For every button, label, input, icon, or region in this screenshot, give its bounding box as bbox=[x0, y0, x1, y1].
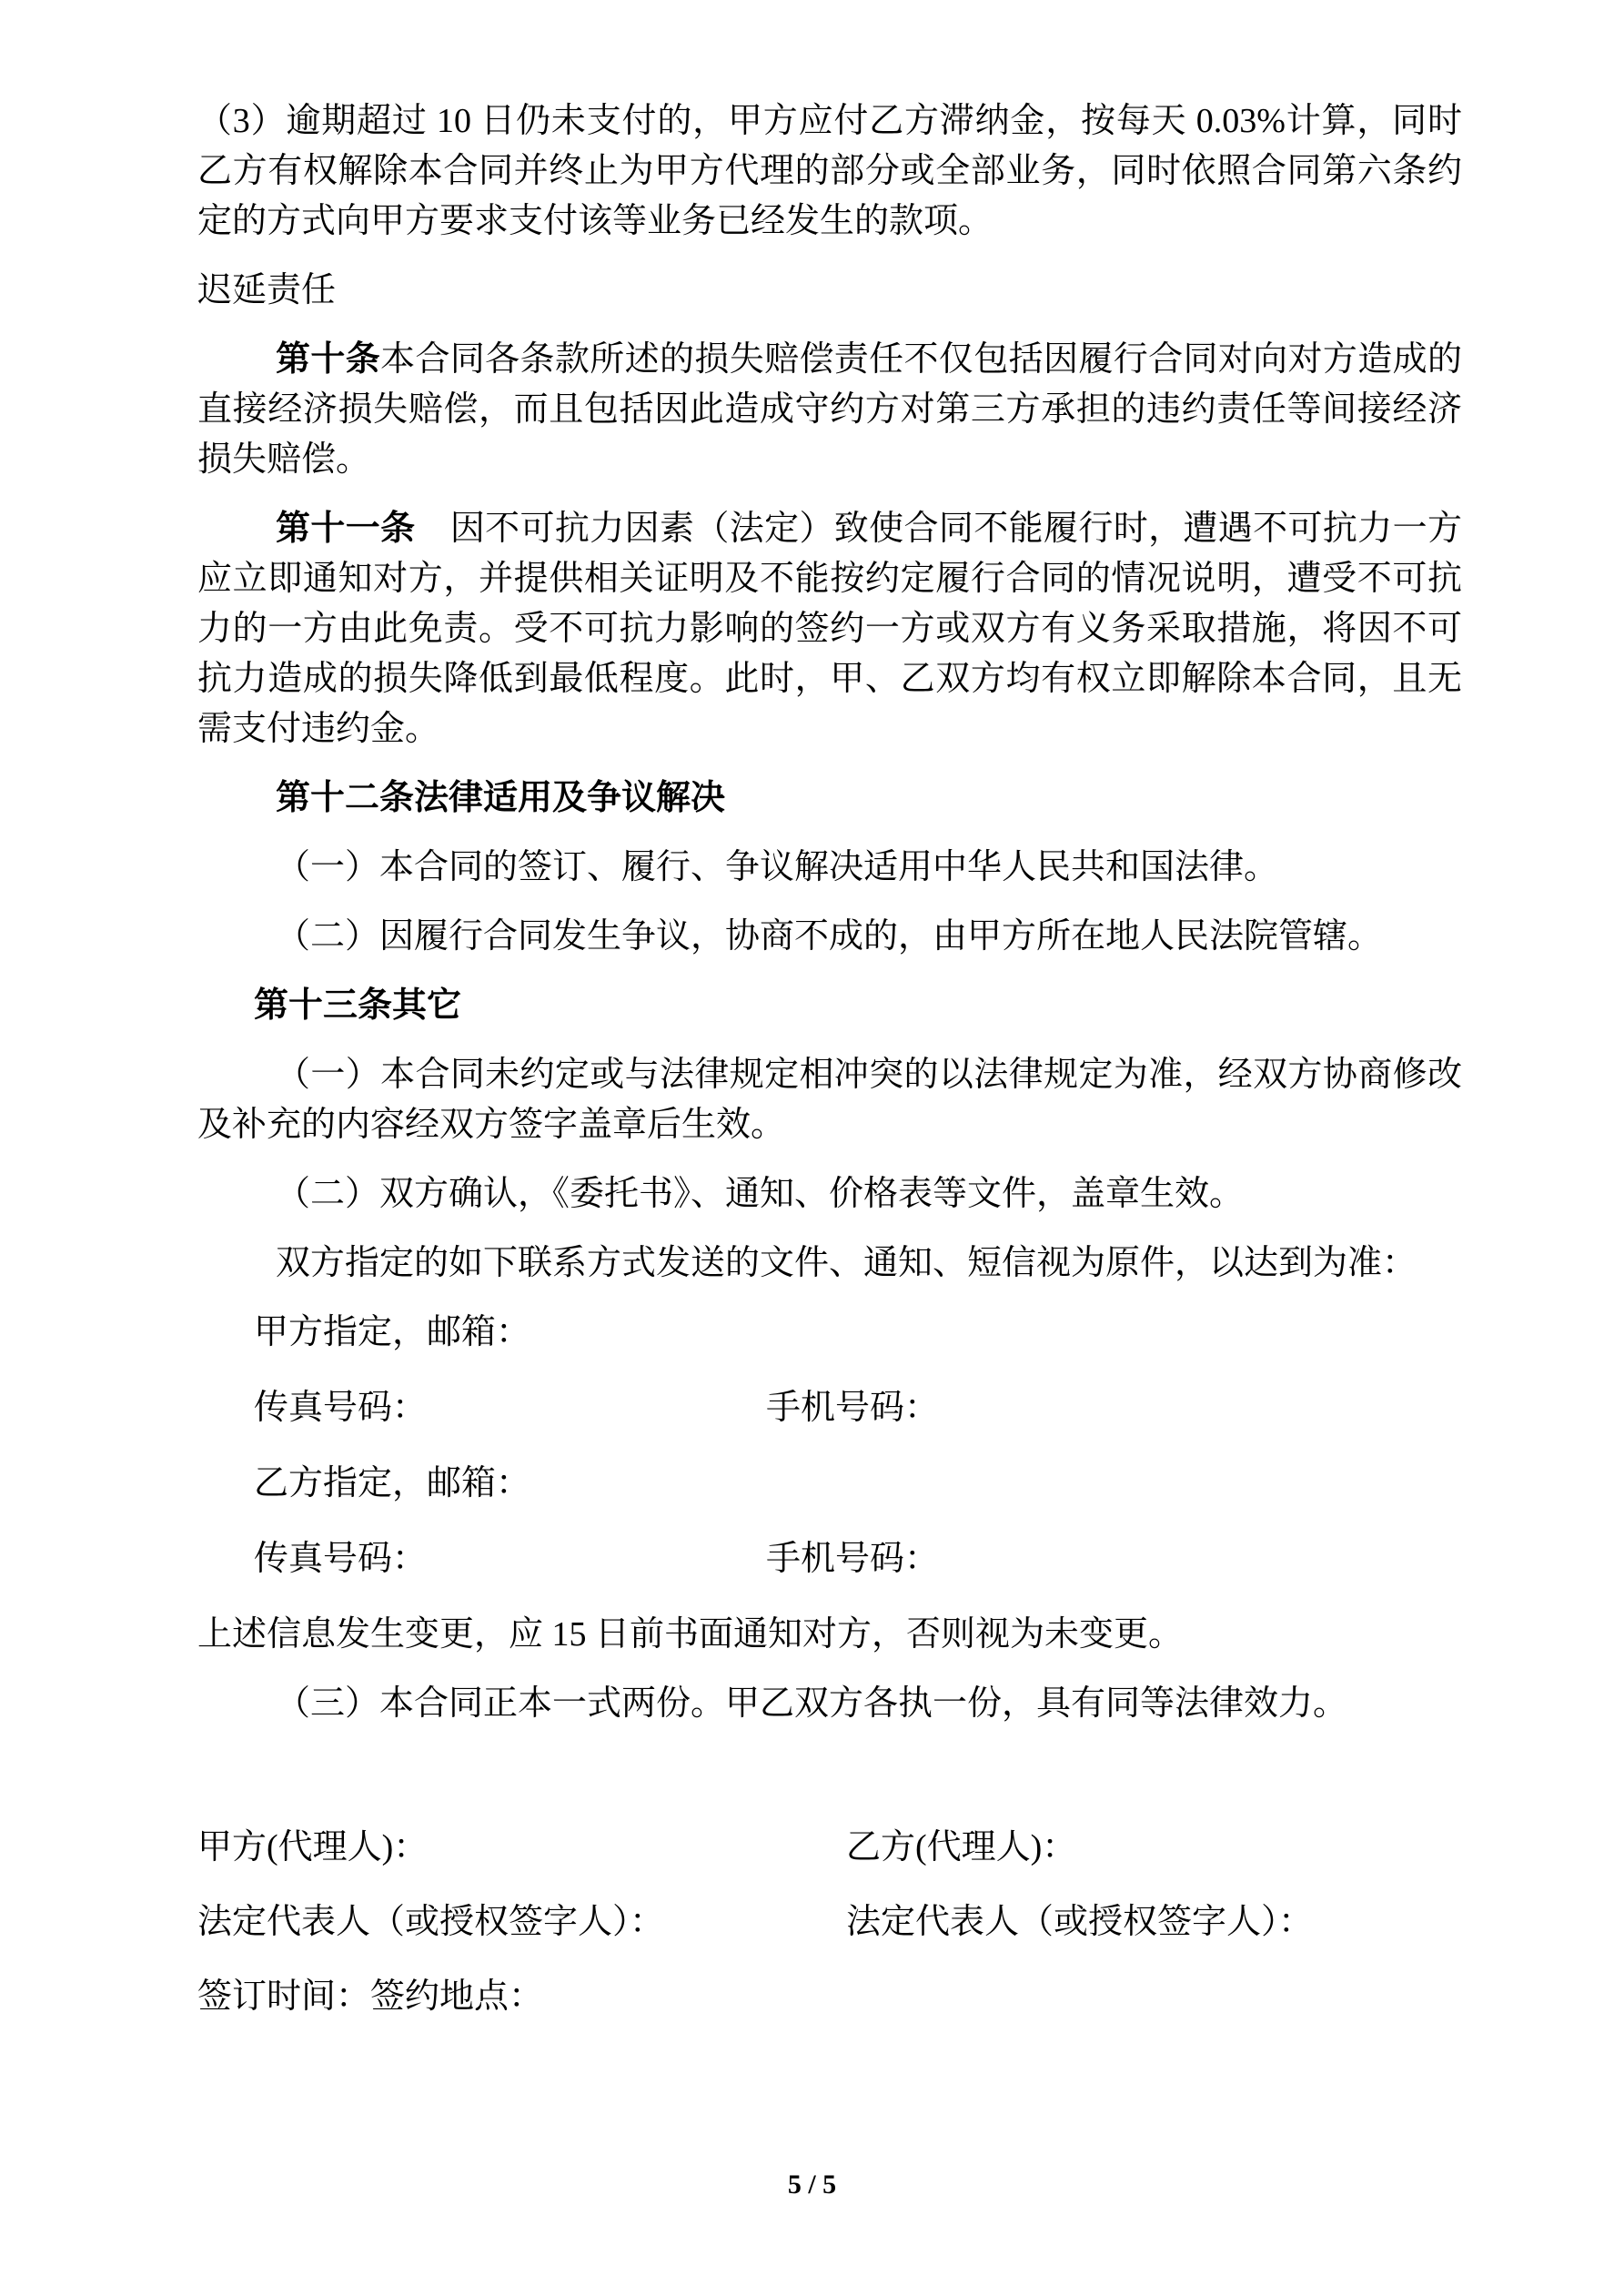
clause-number: 第十条 bbox=[276, 340, 381, 379]
sig-party-row-right-label: 乙方(代理人)： bbox=[846, 1828, 1077, 1866]
para-partyB-fax-mobile bbox=[197, 1534, 1462, 1584]
page-number: 5 / 5 bbox=[787, 2170, 837, 2200]
para-12-item1: （一）本合同的签订、履行、争议解决适用中华人民共和国法律。 bbox=[276, 848, 1279, 886]
sig-representative-row bbox=[197, 1897, 1462, 1947]
para-partyB-email: 乙方指定，邮箱： bbox=[254, 1464, 531, 1502]
para-partyB-fax-mobile-right-label: 手机号码： bbox=[766, 1540, 940, 1578]
para-partyA-fax-mobile-right-label: 手机号码： bbox=[766, 1389, 940, 1427]
heading-article-13 bbox=[197, 981, 1462, 1031]
para-13-item3: （三）本合同正本一式两份。甲乙双方各执一份，具有同等法律效力。 bbox=[276, 1684, 1348, 1723]
para-overdue-penalty-item3: （3）逾期超过 10 日仍未支付的，甲方应付乙方滞纳金，按每天 0.03%计算，同时乙方有权解除本合同并终止为甲方代理的部分或全部业务，同时依照合同第六条约定的方式向甲方要求支付该等业务已经发生的款项。 bbox=[197, 102, 1462, 240]
sig-party-row-left-label: 甲方(代理人)： bbox=[197, 1828, 429, 1866]
clause-number: 第十三条其它 bbox=[254, 986, 462, 1025]
para-change-notice: 上述信息发生变更，应 15 日前书面通知对方，否则视为未变更。 bbox=[197, 1615, 1184, 1654]
para-partyA-fax-mobile bbox=[197, 1383, 1462, 1433]
sig-representative-row-left-label: 法定代表人（或授权签字人）： bbox=[197, 1903, 665, 1941]
para-partyB-fax-mobile-left-label: 传真号码： bbox=[254, 1540, 428, 1578]
sig-party-row bbox=[197, 1823, 1462, 1873]
para-article-11: 第十一条 因不可抗力因素（法定）致使合同不能履行时，遭遇不可抗力一方应立即通知对方，并提供相关证明及不能按约定履行合同的情况说明，遭受不可抗力的一方由此免责。受不可抗力影响的签约一方或双方有义务采取措施，将因不可抗力造成的损失降低到最低程度。此时，甲、乙双方均有权立即解除本合同，且无需支付违约金。 bbox=[197, 510, 1462, 748]
heading-article-12 bbox=[197, 774, 1462, 824]
para-delay-liability-label: 迟延责任 bbox=[197, 271, 337, 309]
sig-date-place-row: 签订时间：签约地点： bbox=[197, 1977, 544, 2016]
para-12-item2: （二）因履行合同发生争议，协商不成的，由甲方所在地人民法院管辖。 bbox=[276, 917, 1383, 956]
para-13-item2: （二）双方确认，《委托书》、通知、价格表等文件，盖章生效。 bbox=[276, 1175, 1245, 1213]
para-article-10: 第十条本合同各条款所述的损失赔偿责任不仅包括因履行合同对向对方造成的直接经济损失赔偿，而且包括因此造成守约方对第三方承担的违约责任等间接经济损失赔偿。 bbox=[197, 340, 1462, 479]
sig-representative-row-right-label: 法定代表人（或授权签字人）： bbox=[846, 1903, 1314, 1941]
page-footer bbox=[0, 2169, 1624, 2201]
para-partyA-email: 甲方指定，邮箱： bbox=[254, 1313, 531, 1351]
clause-number: 第十二条法律适用及争议解决 bbox=[276, 779, 726, 817]
para-contact-intro: 双方指定的如下联系方式发送的文件、通知、短信视为原件，以达到为准： bbox=[276, 1244, 1417, 1282]
para-13-item1: （一）本合同未约定或与法律规定相冲突的以法律规定为准，经双方协商修改及补充的内容经双方签字盖章后生效。 bbox=[197, 1056, 1462, 1144]
clause-number: 第十一条 bbox=[276, 510, 416, 548]
document-body bbox=[197, 96, 1462, 2047]
para-partyA-fax-mobile-left-label: 传真号码： bbox=[254, 1389, 428, 1427]
